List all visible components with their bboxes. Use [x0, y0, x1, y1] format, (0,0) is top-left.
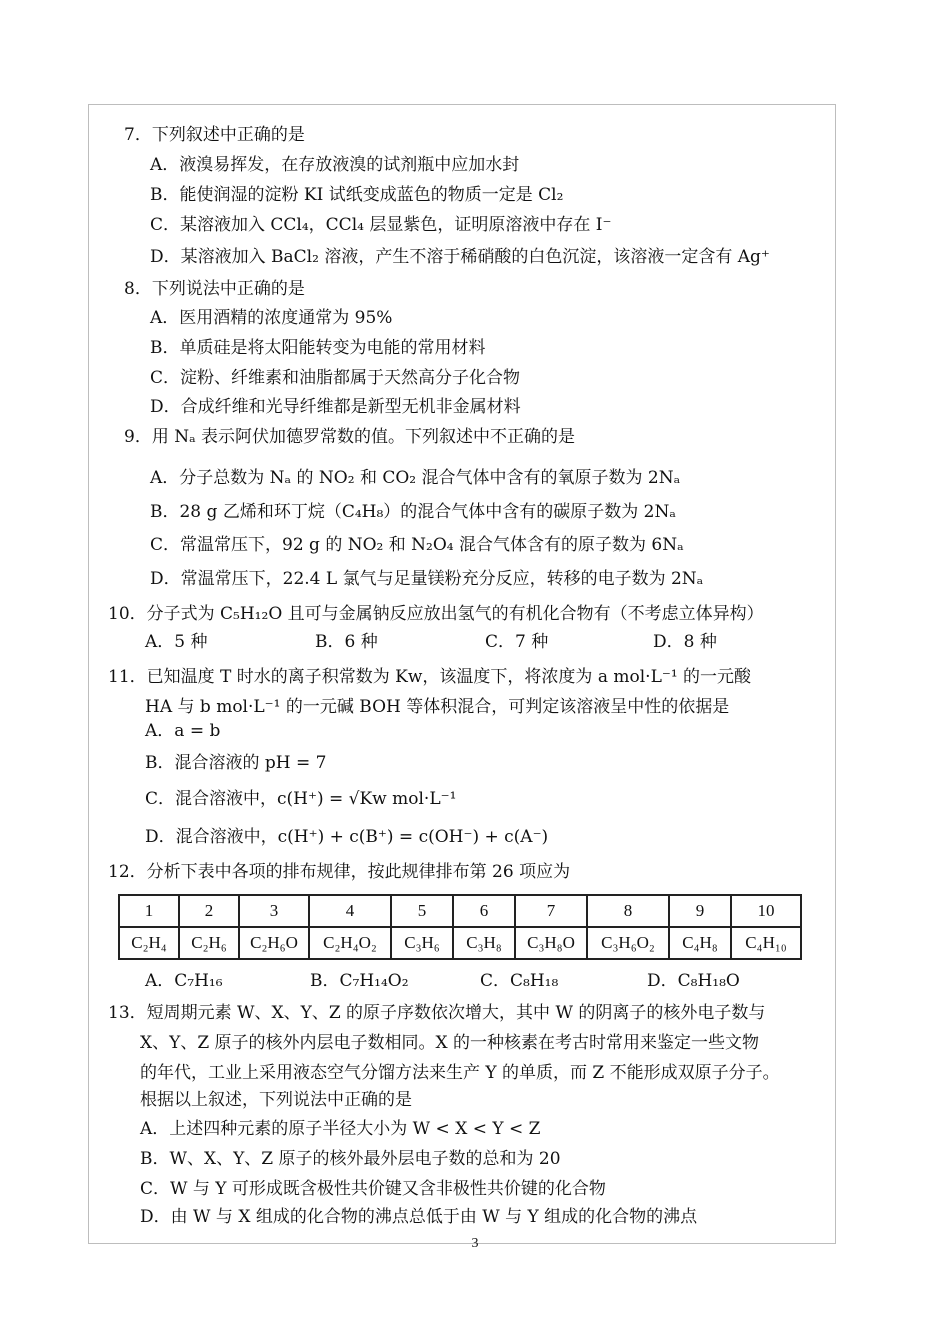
q10-option-d: D．8 种 [653, 632, 717, 652]
table-cell: C₂H₄ [119, 927, 179, 959]
table-cell: 6 [453, 895, 515, 927]
q12-option-a: A．C₇H₁₆ [145, 971, 223, 991]
q10-option-c: C．7 种 [485, 632, 549, 652]
table-cell: 5 [391, 895, 453, 927]
q7-option-b: B．能使润湿的淀粉 KI 试纸变成蓝色的物质一定是 Cl₂ [150, 185, 564, 205]
q9-option-a: A．分子总数为 Nₐ 的 NO₂ 和 CO₂ 混合气体中含有的氧原子数为 2Nₐ [150, 468, 681, 488]
q13-option-b: B．W、X、Y、Z 原子的核外最外层电子数的总和为 20 [140, 1149, 561, 1169]
table-cell: 10 [731, 895, 801, 927]
table-cell: 2 [179, 895, 239, 927]
q12-stem: 12．分析下表中各项的排布规律，按此规律排布第 26 项应为 [108, 862, 571, 882]
table-cell: C₂H₆ [179, 927, 239, 959]
table-cell: C₃H₆ [391, 927, 453, 959]
table-cell: C₄H₁₀ [731, 927, 801, 959]
q9-option-c: C．常温常压下，92 g 的 NO₂ 和 N₂O₄ 混合气体含有的原子数为 6Nₐ [150, 535, 684, 555]
q11-stem-line2: HA 与 b mol·L⁻¹ 的一元碱 BOH 等体积混合，可判定该溶液呈中性的依据是 [145, 697, 730, 717]
sequence-index-row [119, 895, 801, 927]
table-cell: C₂H₆O [239, 927, 309, 959]
table-cell: C₃H₈O [515, 927, 587, 959]
q7-option-c: C．某溶液加入 CCl₄，CCl₄ 层显紫色，证明原溶液中存在 I⁻ [150, 215, 612, 235]
q7-option-a: A．液溴易挥发，在存放液溴的试剂瓶中应加水封 [150, 155, 520, 175]
q13-option-a: A．上述四种元素的原子半径大小为 W < X < Y < Z [140, 1119, 541, 1139]
q8-option-a: A．医用酒精的浓度通常为 95% [150, 308, 393, 328]
table-cell: 7 [515, 895, 587, 927]
q13-stem-line1: 13．短周期元素 W、X、Y、Z 的原子序数依次增大，其中 W 的阴离子的核外电子数与 [108, 1003, 766, 1023]
q9-option-d: D．常温常压下，22.4 L 氯气与足量镁粉充分反应，转移的电子数为 2Nₐ [150, 569, 704, 589]
table-cell: C₃H₆O₂ [587, 927, 669, 959]
q11-option-b: B．混合溶液的 pH = 7 [145, 753, 327, 773]
table-cell: C₂H₄O₂ [309, 927, 391, 959]
q12-option-d: D．C₈H₁₈O [647, 971, 740, 991]
q8-stem: 8．下列说法中正确的是 [124, 279, 305, 299]
q8-option-d: D．合成纤维和光导纤维都是新型无机非金属材料 [150, 397, 521, 417]
q9-option-b: B．28 g 乙烯和环丁烷（C₄H₈）的混合气体中含有的碳原子数为 2Nₐ [150, 502, 676, 522]
table-cell: 1 [119, 895, 179, 927]
table-cell: C₃H₈ [453, 927, 515, 959]
q8-option-c: C．淀粉、纤维素和油脂都属于天然高分子化合物 [150, 368, 521, 388]
q13-stem-line3: 的年代，工业上采用液态空气分馏方法来生产 Y 的单质，而 Z 不能形成双原子分子。 [140, 1063, 780, 1083]
q7-option-d: D．某溶液加入 BaCl₂ 溶液，产生不溶于稀硝酸的白色沉淀，该溶液一定含有 Ag⁺ [150, 247, 770, 267]
page-number: 3 [471, 1236, 479, 1251]
table-cell: 4 [309, 895, 391, 927]
table-cell: C₄H₈ [669, 927, 731, 959]
q9-stem: 9．用 Nₐ 表示阿伏加德罗常数的值。下列叙述中不正确的是 [124, 427, 576, 447]
q13-stem-line2: X、Y、Z 原子的核外内层电子数相同。X 的一种核素在考古时常用来鉴定一些文物 [140, 1033, 760, 1053]
sequence-table [118, 894, 802, 960]
q10-option-a: A．5 种 [145, 632, 208, 652]
q7-stem: 7．下列叙述中正确的是 [124, 125, 305, 145]
table-cell: 3 [239, 895, 309, 927]
sequence-formula-row [119, 927, 801, 959]
q11-stem-line1: 11．已知温度 T 时水的离子积常数为 Kw，该温度下，将浓度为 a mol·L⁻¹ 的一元酸 [108, 667, 752, 687]
q12-option-c: C．C₈H₁₈ [480, 971, 559, 991]
q13-option-d: D．由 W 与 X 组成的化合物的沸点总低于由 W 与 Y 组成的化合物的沸点 [140, 1207, 698, 1227]
q8-option-b: B．单质硅是将太阳能转变为电能的常用材料 [150, 338, 486, 358]
q11-option-a: A．a = b [145, 721, 221, 741]
q12-option-b: B．C₇H₁₄O₂ [310, 971, 409, 991]
q10-stem: 10．分子式为 C₅H₁₂O 且可与金属钠反应放出氢气的有机化合物有（不考虑立体异构） [108, 604, 764, 624]
q10-option-b: B．6 种 [315, 632, 378, 652]
q13-stem-line4: 根据以上叙述，下列说法中正确的是 [140, 1090, 412, 1110]
table-cell: 8 [587, 895, 669, 927]
q11-option-c: C．混合溶液中，c(H⁺) = √Kw mol·L⁻¹ [145, 789, 457, 809]
q11-option-d: D．混合溶液中，c(H⁺) + c(B⁺) = c(OH⁻) + c(A⁻) [145, 827, 549, 847]
q13-option-c: C．W 与 Y 可形成既含极性共价键又含非极性共价键的化合物 [140, 1179, 606, 1199]
table-cell: 9 [669, 895, 731, 927]
